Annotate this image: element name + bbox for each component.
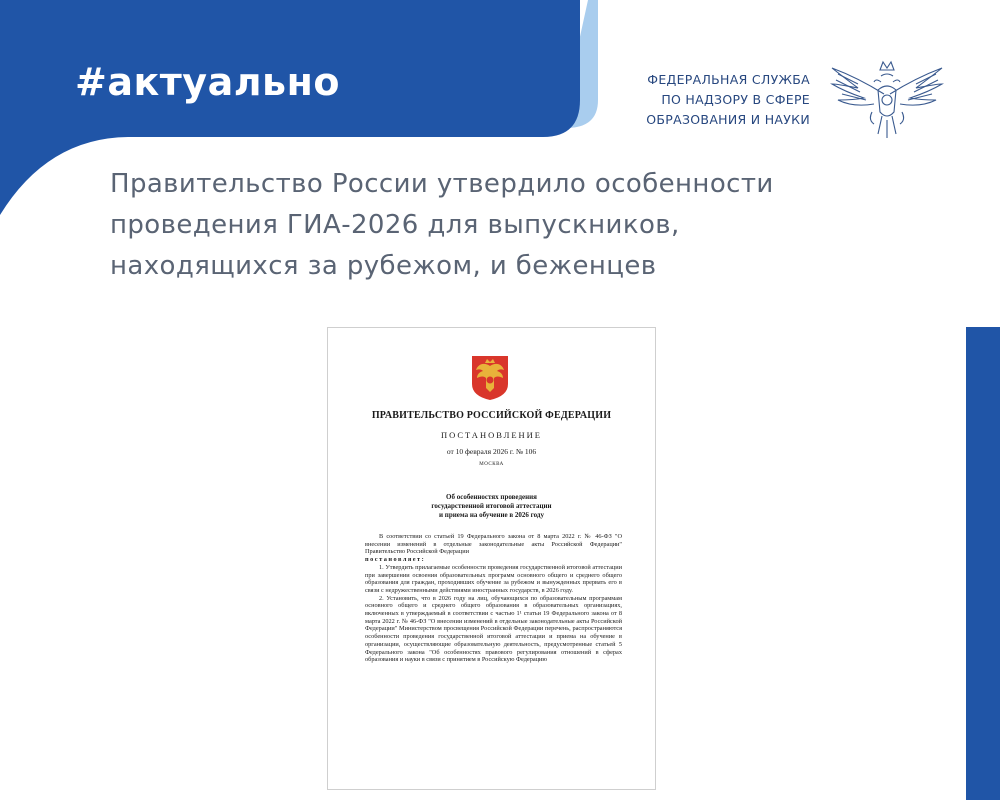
document-preamble: В соответствии со статьей 19 Федерального закона от 8 марта 2022 г. № 46-ФЗ "О внесении изменений в отдельные законодательные акты Российской Федерации" Правительство Российской Федерации bbox=[365, 533, 622, 556]
document-type: ПОСТАНОВЛЕНИЕ bbox=[440, 430, 542, 440]
document-resolve: постановляет: bbox=[365, 556, 426, 564]
document-body bbox=[365, 533, 622, 664]
document-title bbox=[328, 493, 655, 520]
document-paragraph-1: 1. Утвердить прилагаемые особенности проведения государственной итоговой аттестации при завершении освоения образовательных программ основного общего и среднего общего образования для граждан, проходивших обучение за рубежом и вынужденных прервать его в связи с недружественными действиями иностранных государств, в 2026 году. bbox=[365, 563, 622, 594]
right-accent-bar bbox=[966, 327, 1000, 800]
agency-name-line: ФЕДЕРАЛЬНАЯ СЛУЖБА bbox=[647, 72, 810, 87]
headline-line: Правительство России утвердило особенности bbox=[110, 169, 774, 199]
document-title-line: государственной итоговой аттестации bbox=[431, 502, 552, 510]
russian-coat-of-arms-icon bbox=[470, 354, 510, 402]
agency-name bbox=[646, 70, 810, 130]
agency-name-line: ОБРАЗОВАНИЯ И НАУКИ bbox=[646, 112, 810, 127]
headline-line: проведения ГИА-2026 для выпускников, bbox=[110, 210, 680, 240]
document-title-line: Об особенностях проведения bbox=[446, 493, 537, 501]
headline-line: находящихся за рубежом, и беженцев bbox=[110, 251, 657, 281]
news-headline bbox=[110, 164, 910, 287]
document-city: МОСКВА bbox=[479, 462, 504, 467]
document-paragraph-2: 2. Установить, что в 2026 году на лиц, обучающихся по образовательным программам основного общего и среднего общего образования в образовательных организациях, включенных в утверждаемый в соответствии с частью 1¹ статьи 19 Федерального закона от 8 марта 2022 г. № 46-ФЗ "О внесении изменений в отдельные законодательные акты Российской Федерации" Министерством просвещения Российской Федерации перечень, распространяются особенности проведения государственной итоговой аттестации и приема на обучение в организации, осуществляющие образовательную деятельность, предусмотренные статьей 5 Федерального закона "Об особенностях правового регулирования отношений в сферах образования и науки в связи с принятием в Российскую Федерацию bbox=[365, 594, 622, 664]
document-date: от 10 февраля 2026 г. № 106 bbox=[446, 447, 537, 456]
agency-name-line: ПО НАДЗОРУ В СФЕРЕ bbox=[661, 92, 810, 107]
document-government-heading: ПРАВИТЕЛЬСТВО РОССИЙСКОЙ ФЕДЕРАЦИИ bbox=[371, 410, 612, 421]
government-resolution-document bbox=[327, 327, 656, 790]
rosobrnadzor-eagle-emblem-icon bbox=[828, 54, 946, 144]
document-title-line: и приема на обучение в 2026 году bbox=[439, 511, 544, 519]
hashtag-label: #актуально bbox=[75, 60, 340, 104]
